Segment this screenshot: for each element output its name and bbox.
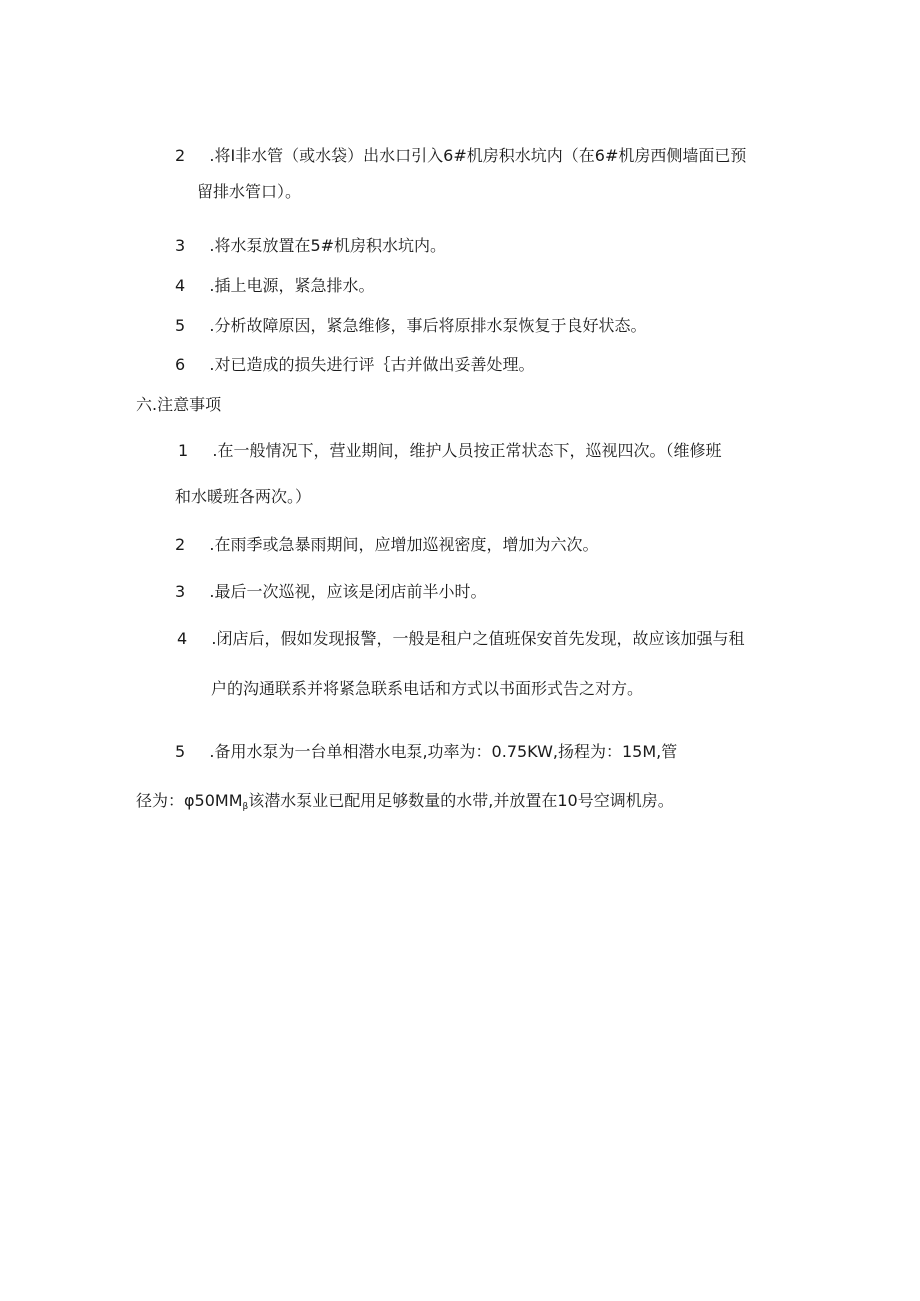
note-2: [175, 535, 598, 555]
note-number: 3: [175, 582, 186, 601]
step-6: [175, 355, 534, 375]
step-number: 6: [175, 355, 186, 374]
note-5: [175, 742, 677, 762]
step-number: 2: [175, 146, 186, 165]
note-5-continuation-pre: 径为：φ50MM: [136, 791, 243, 810]
step-text: .将水泵放置在5#机房积水坑内。: [209, 236, 447, 255]
note-5-continuation: [136, 791, 674, 817]
step-number: 4: [175, 276, 186, 295]
section-heading: 六.注意事项: [136, 395, 222, 414]
step-5: [175, 316, 646, 336]
note-5-continuation-sub: β: [242, 802, 249, 812]
note-4: [177, 629, 744, 649]
note-text: .最后一次巡视，应该是闭店前半小时。: [209, 582, 487, 601]
step-text: .将I非水管（或水袋）出水口引入6#机房积水坑内（在6#机房西侧墙面已预: [209, 146, 747, 165]
step-text: .插上电源，紧急排水。: [209, 276, 375, 295]
step-2-continuation: 留排水管口）。: [197, 182, 302, 201]
note-text: .备用水泵为一台单相潜水电泵,功率为：0.75KW,扬程为：15M,管: [209, 742, 678, 761]
note-number: 2: [175, 535, 186, 554]
step-4: [175, 276, 374, 296]
note-number: 5: [175, 742, 186, 761]
note-text: .在一般情况下，营业期间，维护人员按正常状态下，巡视四次。（维修班: [212, 441, 722, 460]
note-number: 4: [177, 629, 188, 648]
note-text: .在雨季或急暴雨期间，应增加巡视密度，增加为六次。: [209, 535, 599, 554]
step-3: [175, 236, 446, 256]
note-1: [178, 441, 721, 461]
step-number: 5: [175, 316, 186, 335]
note-text: .闭店后，假如发现报警，一般是租户之值班保安首先发现，故应该加强与租: [211, 629, 745, 648]
note-5-continuation-post: 该潜水泵业已配用足够数量的水带,并放置在10号空调机房。: [248, 791, 674, 810]
step-text: .对已造成的损失进行评｛古并做出妥善处理。: [209, 355, 535, 374]
step-text: .分析故障原因，紧急维修，事后将原排水泵恢复于良好状态。: [209, 316, 647, 335]
note-1-continuation: 和水暖班各两次。）: [175, 487, 312, 506]
step-number: 3: [175, 236, 186, 255]
step-2: [175, 146, 746, 166]
note-4-continuation: 户的沟通联系并将紧急联系电话和方式以书面形式告之对方。: [211, 679, 644, 698]
note-3: [175, 582, 486, 602]
note-number: 1: [178, 441, 189, 460]
